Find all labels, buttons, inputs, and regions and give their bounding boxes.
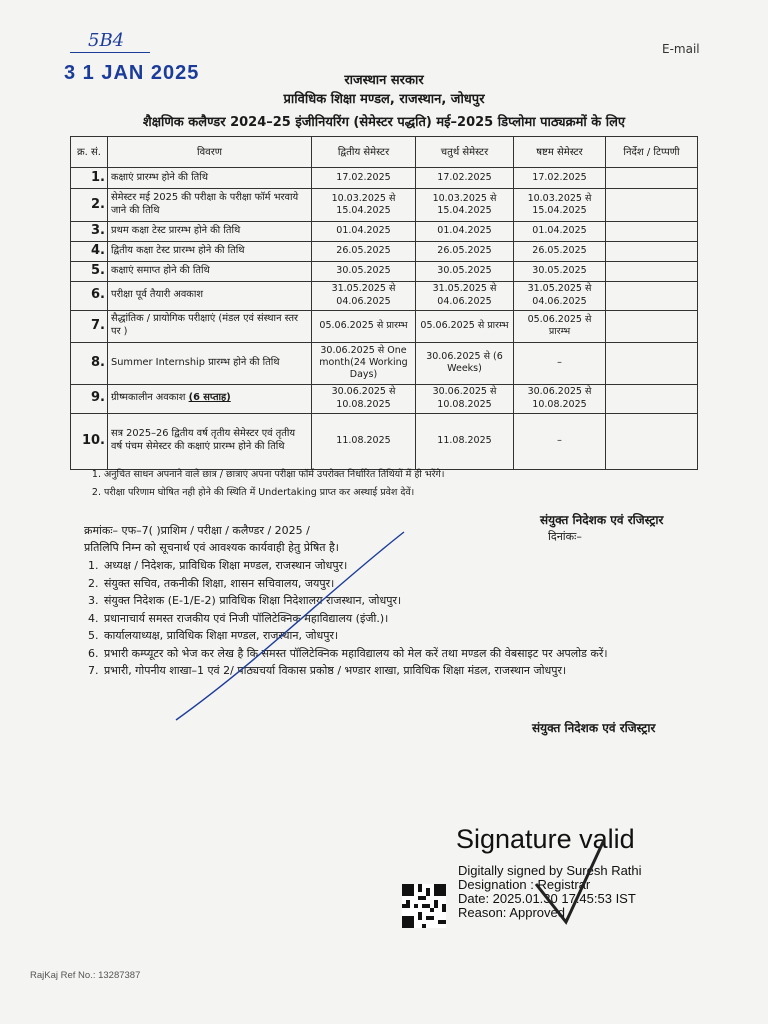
qr-code-icon — [402, 884, 446, 928]
table-row — [71, 310, 698, 342]
row-description: सेमेस्टर मई 2025 की परीक्षा के परीक्षा फॉर्म भरवाये जाने की तिथि — [108, 189, 312, 222]
sixth-sem-date: 31.05.2025 से 04.06.2025 — [514, 281, 606, 310]
table-row — [71, 342, 698, 384]
second-sem-date: 30.05.2025 — [312, 261, 416, 281]
fourth-sem-date: 30.06.2025 से 10.08.2025 — [416, 384, 514, 413]
header-second-semester: द्वितीय सेमेस्टर — [312, 137, 416, 168]
remark-cell — [606, 168, 698, 189]
fourth-sem-date: 10.03.2025 से 15.04.2025 — [416, 189, 514, 222]
reference-number: क्रमांकः– एफ–7( )प्राशिम / परीक्षा / कलैण्डर / 2025 / — [84, 524, 310, 537]
second-sem-date: 31.05.2025 से 04.06.2025 — [312, 281, 416, 310]
sixth-sem-date: – — [514, 342, 606, 384]
table-row — [71, 241, 698, 261]
distribution-item: 3. संयुक्त निदेशक (E-1/E-2) प्राविधिक शिक्षा निदेशालय राजस्थान, जोधपुर। — [102, 592, 724, 610]
fourth-sem-date: 30.05.2025 — [416, 261, 514, 281]
header-serial: क्र. सं. — [71, 137, 108, 168]
government-title: राजस्थान सरकार — [344, 73, 424, 88]
academic-calendar-table — [70, 136, 698, 470]
table-row — [71, 222, 698, 242]
row-serial: 1. — [71, 168, 108, 189]
remark-cell — [606, 342, 698, 384]
second-sem-date: 11.08.2025 — [312, 413, 416, 469]
header-sixth-semester: षष्टम सेमेस्टर — [514, 137, 606, 168]
distribution-list — [84, 557, 724, 680]
signature-reason: Reason: Approved — [458, 905, 565, 920]
sixth-sem-date: – — [514, 413, 606, 469]
row-description: सत्र 2025–26 द्वितीय वर्ष तृतीय सेमेस्टर एवं तृतीय वर्ष पंचम सेमेस्टर की कक्षाएं प्रारम्भ होने की तिथि — [108, 413, 312, 469]
distribution-item: 6. प्रभारी कम्प्यूटर को भेज कर लेख है कि समस्त पॉलिटेक्निक महाविद्यालय को मेल करें तथा मण्डल की वेबसाइट पर अपलोड करें। — [102, 645, 724, 663]
stamp-underline — [70, 52, 150, 53]
row-serial: 8. — [71, 342, 108, 384]
calendar-notes — [88, 466, 728, 502]
sixth-sem-date: 05.06.2025 से प्रारम्भ — [514, 310, 606, 342]
row-description: कक्षाएं प्रारम्भ होने की तिथि — [108, 168, 312, 189]
row-description: Summer Internship प्रारम्भ होने की तिथि — [108, 342, 312, 384]
remark-cell — [606, 241, 698, 261]
board-title: प्राविधिक शिक्षा मण्डल, राजस्थान, जोधपुर — [283, 92, 485, 107]
designation: Designation : Registrar — [458, 877, 591, 892]
remark-cell — [606, 222, 698, 242]
sixth-sem-date: 17.02.2025 — [514, 168, 606, 189]
sixth-sem-date: 26.05.2025 — [514, 241, 606, 261]
fourth-sem-date: 26.05.2025 — [416, 241, 514, 261]
second-sem-date: 17.02.2025 — [312, 168, 416, 189]
row-serial: 10. — [71, 413, 108, 469]
table-row — [71, 261, 698, 281]
signatory-title: संयुक्त निदेशक एवं रजिस्ट्रार — [540, 513, 664, 527]
rajkaj-reference: RajKaj Ref No.: 13287387 — [30, 970, 141, 981]
note-item: 2. परीक्षा परिणाम घोषित नही होने की स्थिति में Undertaking प्राप्त कर अस्थाई प्रवेश देवें। — [104, 484, 728, 502]
vacation-label: ग्रीष्मकालीन अवकाश — [111, 392, 186, 404]
email-label: E-mail — [662, 42, 700, 56]
note-item: 1. अनुचित साधन अपनाने वाले छात्र / छात्राएं अपना परीक्षा फॉर्म उपरोक्त निर्धारित तिथियों में ही भरेंगे। — [104, 466, 728, 484]
sixth-sem-date: 30.06.2025 से 10.08.2025 — [514, 384, 606, 413]
remark-cell — [606, 261, 698, 281]
row-description: परीक्षा पूर्व तैयारी अवकाश — [108, 281, 312, 310]
second-sem-date: 05.06.2025 से प्रारम्भ — [312, 310, 416, 342]
remark-cell — [606, 384, 698, 413]
row-description: द्वितीय कक्षा टेस्ट प्रारम्भ होने की तिथि — [108, 241, 312, 261]
second-sem-date: 30.06.2025 से 10.08.2025 — [312, 384, 416, 413]
sixth-sem-date: 30.05.2025 — [514, 261, 606, 281]
row-description — [108, 384, 312, 413]
row-serial: 4. — [71, 241, 108, 261]
copy-to-heading: प्रतिलिपि निम्न को सूचनार्थ एवं आवश्यक कार्यवाही हेतु प्रेषित है। — [84, 541, 339, 554]
received-date-stamp: 3 1 JAN 2025 — [64, 62, 200, 84]
header-description: विवरण — [108, 137, 312, 168]
row-serial: 6. — [71, 281, 108, 310]
signatory-title-bottom: संयुक्त निदेशक एवं रजिस्ट्रार — [532, 721, 656, 735]
fourth-sem-date: 31.05.2025 से 04.06.2025 — [416, 281, 514, 310]
distribution-item: 1. अध्यक्ष / निदेशक, प्राविधिक शिक्षा मण्डल, राजस्थान जोधपुर। — [102, 557, 724, 575]
date-label: दिनांकः– — [548, 530, 582, 543]
row-description: प्रथम कक्षा टेस्ट प्रारम्भ होने की तिथि — [108, 222, 312, 242]
signature-details — [458, 864, 642, 920]
table-row — [71, 281, 698, 310]
header-fourth-semester: चतुर्थ सेमेस्टर — [416, 137, 514, 168]
fourth-sem-date: 17.02.2025 — [416, 168, 514, 189]
second-sem-date: 10.03.2025 से 15.04.2025 — [312, 189, 416, 222]
table-header-row — [71, 137, 698, 168]
table-row — [71, 384, 698, 413]
fourth-sem-date: 11.08.2025 — [416, 413, 514, 469]
fourth-sem-date: 01.04.2025 — [416, 222, 514, 242]
second-sem-date: 01.04.2025 — [312, 222, 416, 242]
fourth-sem-date: 05.06.2025 से प्रारम्भ — [416, 310, 514, 342]
signature-date: Date: 2025.01.30 17:45:53 IST — [458, 891, 636, 906]
vacation-duration: (6 सप्ताह) — [188, 392, 231, 404]
remark-cell — [606, 413, 698, 469]
remark-cell — [606, 310, 698, 342]
sixth-sem-date: 01.04.2025 — [514, 222, 606, 242]
distribution-item: 4. प्रधानाचार्य समस्त राजकीय एवं निजी पॉलिटेक्निक महाविद्यालय (इंजी.)। — [102, 610, 724, 628]
distribution-item: 5. कार्यालयाध्यक्ष, प्राविधिक शिक्षा मण्डल, राजस्थान, जोधपुर। — [102, 627, 724, 645]
table-row — [71, 189, 698, 222]
row-serial: 9. — [71, 384, 108, 413]
distribution-item: 7. प्रभारी, गोपनीय शाखा–1 एवं 2/ पाठ्यचर्या विकास प्रकोष्ठ / भण्डार शाखा, प्राविधिक शिक्षा मंडल, राजस्थान जोधपुर। — [102, 662, 724, 680]
table-row — [71, 168, 698, 189]
calendar-title: शैक्षणिक कलैण्डर 2024–25 इंजीनियरिंग (सेमेस्टर पद्धति) मई–2025 डिप्लोमा पाठ्यक्रमों के लिए — [142, 115, 626, 130]
row-serial: 5. — [71, 261, 108, 281]
second-sem-date: 26.05.2025 — [312, 241, 416, 261]
remark-cell — [606, 281, 698, 310]
signed-by: Digitally signed by Suresh Rathi — [458, 863, 642, 878]
table-row — [71, 413, 698, 469]
fourth-sem-date: 30.06.2025 से (6 Weeks) — [416, 342, 514, 384]
second-sem-date: 30.06.2025 से One month(24 Working Days) — [312, 342, 416, 384]
remark-cell — [606, 189, 698, 222]
row-description: सैद्धांतिक / प्रायोगिक परीक्षाएं (मंडल एवं संस्थान स्तर पर ) — [108, 310, 312, 342]
row-description: कक्षाएं समाप्त होने की तिथि — [108, 261, 312, 281]
inward-number: 5B4 — [88, 30, 125, 51]
row-serial: 2. — [71, 189, 108, 222]
distribution-item: 2. संयुक्त सचिव, तकनीकी शिक्षा, शासन सचिवालय, जयपुर। — [102, 575, 724, 593]
header-remarks: निर्देश / टिप्पणी — [606, 137, 698, 168]
sixth-sem-date: 10.03.2025 से 15.04.2025 — [514, 189, 606, 222]
signature-status: Signature valid — [456, 824, 635, 854]
row-serial: 3. — [71, 222, 108, 242]
row-serial: 7. — [71, 310, 108, 342]
